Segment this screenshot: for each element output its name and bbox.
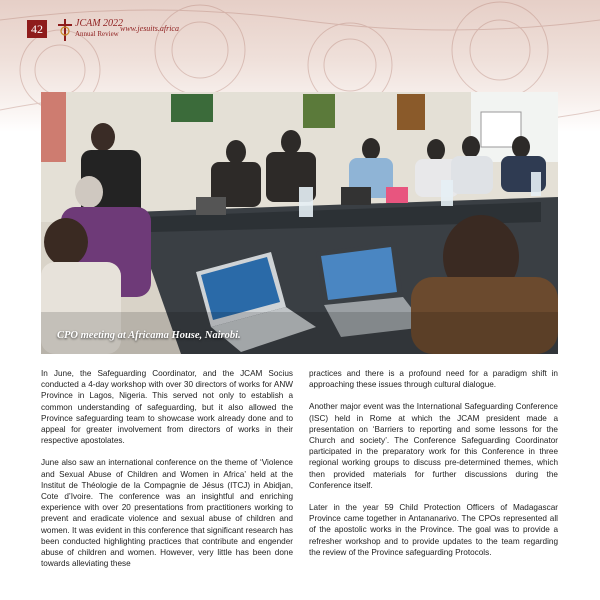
article-left-column [41, 368, 293, 580]
website-link[interactable]: www.jesuits.africa [120, 24, 179, 33]
paragraph: In June, the Safeguarding Coordinator, and the JCAM Socius conducted a 4-day workshop with over 30 directors of works for ANW Province in Lagos, Nigeria. This served not only to establish a common understanding of safeguarding, but it also allowed the Province safeguarding team to showcase work already done and to appeal for greater involvement from directors of works in their respective apostolates. [41, 369, 293, 446]
brand-subtitle: Annual Review [75, 30, 119, 38]
paragraph: Another major event was the International Safeguarding Conference (ISC) held in Rome at which the JCAM president made a presentation on ‘Barriers to reporting and some lessons for the Church and society’. The Conference Safeguarding Coordinator participated in the preparatory work for this Conference in three regional working groups to discuss pre-determined themes, which then provided materials for further discussions during the Conference itself. [309, 402, 558, 490]
photo-caption: CPO meeting at Africama House, Nairobi. [57, 330, 241, 341]
meeting-photo [41, 92, 558, 354]
page-number: 42 [27, 20, 47, 38]
paragraph: June also saw an international conference on the theme of ‘Violence and Sexual Abuse of Children and Women in Africa’ held at the Institut de Théologie de la Compagnie de Jésus (ITCJ) in Abidjan, Cote d’Ivoire. The conference was an insightful and enriching experience with over 20 presentations from practitioners working to prevent and eradicate violence and sexual abuse of children and women. It was evident in this conference that significant research has been conducted highlighting practices that contribute and engender abuse of children and women. However, very little has been done towards alleviating these [41, 458, 293, 569]
brand [75, 19, 123, 38]
brand-title: JCAM 2022 [75, 18, 124, 29]
paragraph: practices and there is a profound need for a paradigm shift in approaching these issues through cultural dialogue. [309, 369, 558, 390]
cross-ihs-icon [56, 19, 74, 41]
paragraph: Later in the year 59 Child Protection Officers of Madagascar Province came together in Antananarivo. The CPOs represented all of the apostolic works in the Province. The goal was to provide a refresher workshop and to provide updates to the team regarding the review of the Province safeguarding Protocols. [309, 503, 558, 557]
article-right-column [309, 368, 558, 569]
